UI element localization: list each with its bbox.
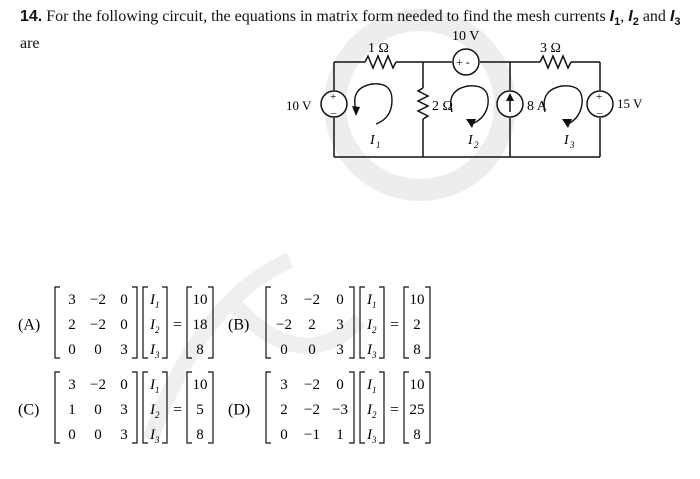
matrix-cell: 0 — [280, 342, 288, 358]
vector-cell: I — [150, 402, 155, 418]
mesh-current-i3-sub: 3 — [570, 140, 575, 150]
question-body: For the following circuit, the equations in matrix form needed to find the mesh currents — [46, 8, 606, 25]
matrix-cell: 0 — [280, 427, 288, 443]
comma: , — [620, 8, 625, 25]
vector-cell: I — [367, 292, 372, 308]
matrix-bracket — [379, 287, 384, 358]
left-source-minus: – — [331, 107, 337, 119]
matrix-cell: −2 — [276, 317, 292, 333]
right-voltage-label: 15 V — [617, 96, 643, 111]
option-label: (B) — [228, 316, 250, 334]
vector-cell-sub: 3 — [372, 435, 377, 445]
vector-cell: I — [367, 377, 372, 393]
current-source-label: 8 A — [527, 99, 547, 114]
rhs-cell: 25 — [409, 402, 425, 418]
matrix-cell: 3 — [280, 377, 288, 393]
matrix-bracket — [55, 287, 60, 358]
rhs-cell: 18 — [192, 317, 208, 333]
resistor-1ohm-label: 1 Ω — [368, 41, 389, 56]
matrix-bracket — [425, 372, 430, 443]
matrix-bracket — [379, 372, 384, 443]
mesh-current-i3: I — [564, 133, 569, 148]
rhs-cell: 10 — [409, 377, 425, 393]
vector-cell: I — [150, 377, 155, 393]
resistor-3ohm-label: 3 Ω — [540, 41, 561, 56]
matrix-cell: 1 — [336, 427, 344, 443]
matrix-cell: 3 — [336, 342, 344, 358]
matrix-cell: 3 — [120, 342, 128, 358]
mesh-current-i1: I — [370, 133, 375, 148]
matrix-cell: 0 — [120, 377, 128, 393]
option-a[interactable] — [18, 287, 213, 360]
rhs-cell: 10 — [192, 377, 208, 393]
vector-cell: I — [150, 317, 155, 333]
matrix-bracket — [132, 287, 137, 358]
matrix-cell: −2 — [90, 377, 106, 393]
matrix-cell: −3 — [332, 402, 348, 418]
option-label: (A) — [18, 316, 41, 334]
matrix-cell: −1 — [304, 427, 320, 443]
matrix-bracket — [404, 287, 409, 358]
matrix-bracket — [266, 287, 271, 358]
current-i2-sub: 2 — [632, 16, 639, 29]
question-number: 14. — [20, 8, 43, 25]
matrix-bracket — [266, 372, 271, 443]
matrix-cell: 0 — [120, 292, 128, 308]
matrix-bracket — [162, 287, 167, 358]
rhs-cell: 8 — [413, 342, 421, 358]
rhs-cell: 2 — [413, 317, 421, 333]
matrix-cell: 0 — [94, 342, 102, 358]
matrix-bracket — [208, 287, 213, 358]
top-voltage-label: 10 V — [452, 29, 480, 44]
top-source-polarity: + - — [456, 55, 470, 69]
matrix-bracket — [404, 372, 409, 443]
matrix-cell: 3 — [336, 317, 344, 333]
matrix-cell: −2 — [304, 377, 320, 393]
rhs-cell: 5 — [196, 402, 204, 418]
matrix-bracket — [132, 372, 137, 443]
current-i1-sub: 1 — [614, 16, 621, 29]
matrix-cell: 0 — [94, 402, 102, 418]
matrix-cell: 0 — [336, 292, 344, 308]
vector-cell: I — [367, 342, 372, 358]
matrix-bracket — [349, 287, 354, 358]
rhs-cell: 8 — [196, 427, 204, 443]
question-tail: are — [20, 35, 40, 53]
resistor-2ohm-label: 2 Ω — [432, 99, 453, 114]
matrix-cell: 3 — [120, 427, 128, 443]
right-source-minus: – — [597, 107, 603, 119]
matrix-cell: 3 — [68, 292, 76, 308]
vector-cell-sub: 2 — [155, 410, 160, 420]
matrix-cell: 2 — [68, 317, 76, 333]
option-c[interactable] — [18, 372, 213, 445]
matrix-cell: 1 — [68, 402, 76, 418]
rhs-cell: 10 — [409, 292, 425, 308]
matrix-cell: 0 — [68, 427, 76, 443]
and-word: and — [642, 8, 666, 25]
matrix-cell: −2 — [90, 317, 106, 333]
rhs-cell: 10 — [192, 292, 208, 308]
current-i2: I — [628, 8, 633, 25]
left-voltage-label: 10 V — [286, 98, 312, 113]
matrix-cell: 2 — [280, 402, 288, 418]
matrix-bracket — [143, 287, 148, 358]
vector-cell-sub: 1 — [155, 300, 160, 310]
vector-cell: I — [367, 427, 372, 443]
current-i1: I — [609, 8, 615, 25]
vector-cell: I — [150, 427, 155, 443]
matrix-cell: −2 — [90, 292, 106, 308]
right-source-plus: + — [596, 91, 603, 103]
matrix-cell: 2 — [308, 317, 316, 333]
matrix-cell: 0 — [68, 342, 76, 358]
rhs-cell: 8 — [196, 342, 204, 358]
matrix-bracket — [208, 372, 213, 443]
matrix-cell: 3 — [68, 377, 76, 393]
matrix-cell: 0 — [94, 427, 102, 443]
mesh-current-i2: I — [468, 133, 473, 148]
matrix-cell: −2 — [304, 292, 320, 308]
matrix-cell: 3 — [280, 292, 288, 308]
vector-cell-sub: 1 — [155, 385, 160, 395]
matrix-bracket — [187, 372, 192, 443]
equals-sign: = — [173, 316, 183, 334]
matrix-cell: 0 — [308, 342, 316, 358]
option-label: (C) — [18, 401, 40, 419]
mesh-current-i1-sub: 1 — [376, 140, 381, 150]
vector-cell: I — [367, 317, 372, 333]
vector-cell-sub: 2 — [155, 325, 160, 335]
matrix-cell: 0 — [336, 377, 344, 393]
vector-cell: I — [150, 342, 155, 358]
current-i3-sub: 3 — [674, 16, 681, 29]
vector-cell-sub: 3 — [155, 350, 160, 360]
equals-sign: = — [390, 316, 400, 334]
current-i3: I — [669, 8, 675, 25]
matrix-bracket — [143, 372, 148, 443]
matrix-bracket — [187, 287, 192, 358]
vector-cell-sub: 1 — [372, 300, 377, 310]
option-d[interactable] — [228, 372, 430, 445]
vector-cell-sub: 2 — [372, 410, 377, 420]
equals-sign: = — [390, 401, 400, 419]
matrix-bracket — [162, 372, 167, 443]
vector-cell: I — [367, 402, 372, 418]
mesh-current-i2-sub: 2 — [474, 140, 479, 150]
option-label: (D) — [228, 401, 251, 419]
rhs-cell: 8 — [413, 427, 421, 443]
matrix-cell: 3 — [120, 402, 128, 418]
matrix-bracket — [349, 372, 354, 443]
matrix-bracket — [360, 372, 365, 443]
matrix-bracket — [360, 287, 365, 358]
matrix-bracket — [55, 372, 60, 443]
vector-cell-sub: 1 — [372, 385, 377, 395]
option-b[interactable] — [228, 287, 430, 360]
matrix-cell: −2 — [304, 402, 320, 418]
left-source-plus: + — [330, 91, 337, 103]
equals-sign: = — [173, 401, 183, 419]
vector-cell: I — [150, 292, 155, 308]
vector-cell-sub: 2 — [372, 325, 377, 335]
vector-cell-sub: 3 — [155, 435, 160, 445]
vector-cell-sub: 3 — [372, 350, 377, 360]
matrix-bracket — [425, 287, 430, 358]
matrix-cell: 0 — [120, 317, 128, 333]
